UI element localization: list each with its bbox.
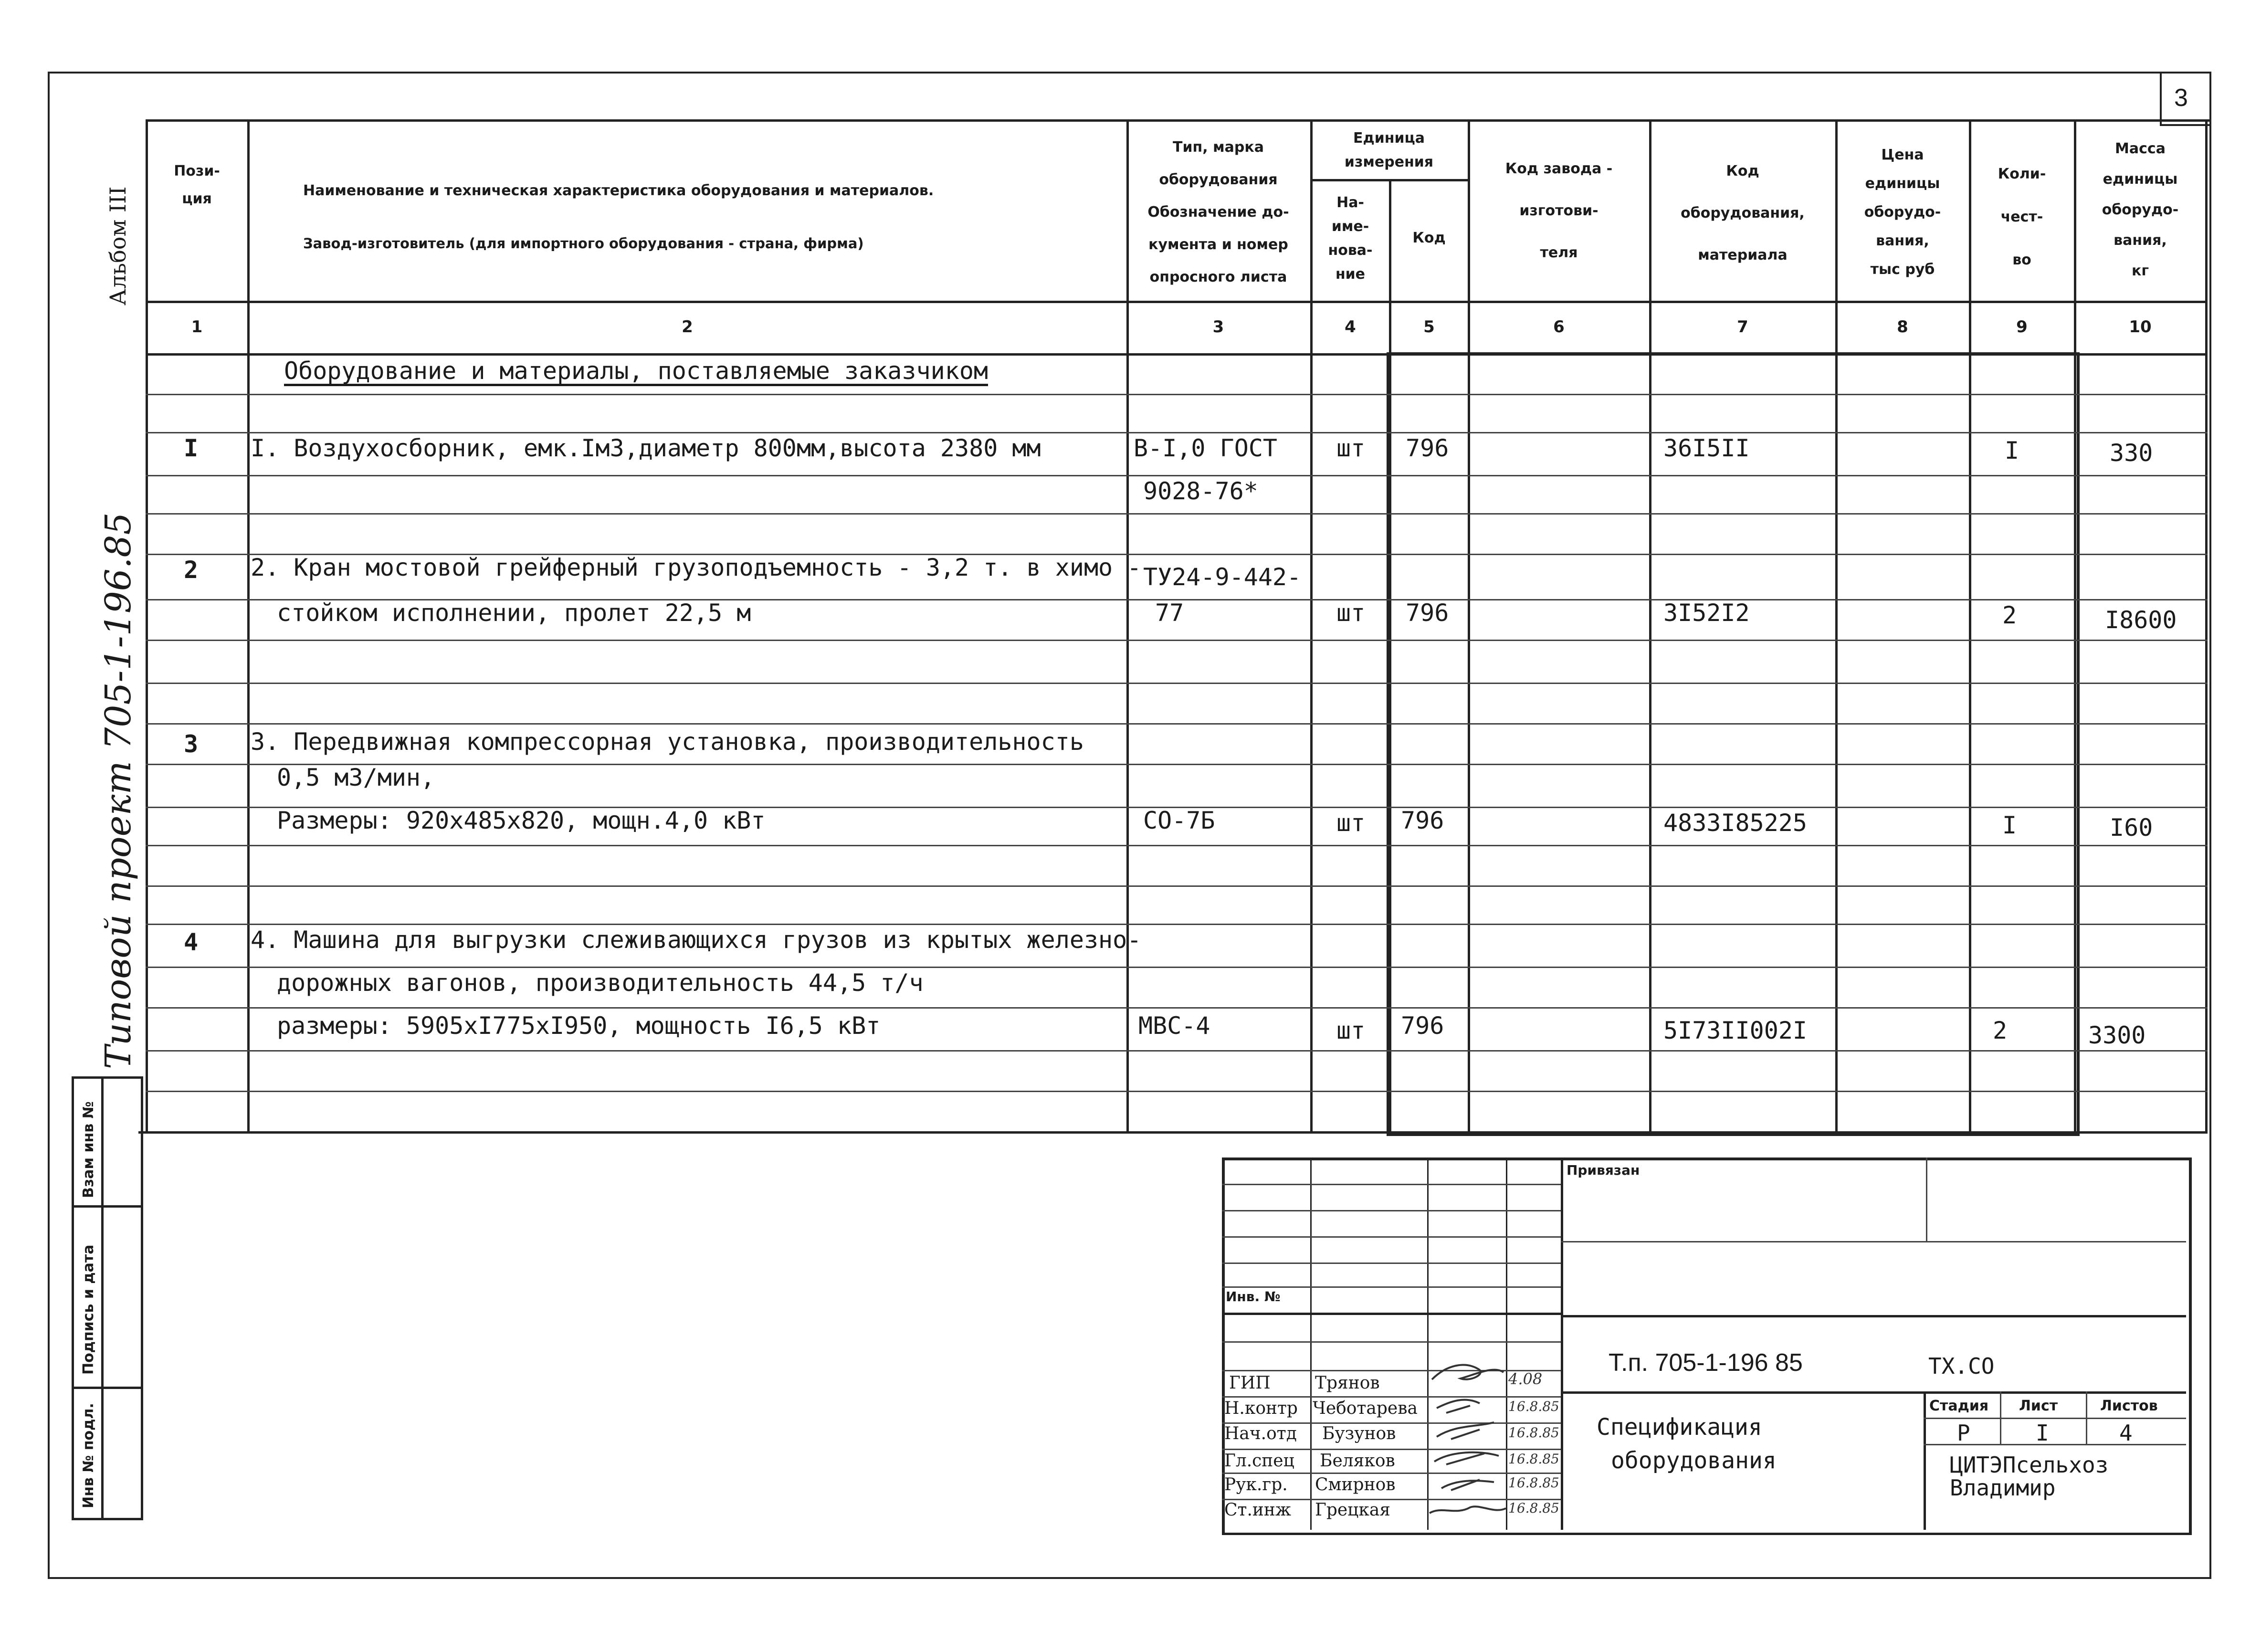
row4-mass: 3300 (2088, 1021, 2146, 1049)
row4-qty: 2 (1993, 1017, 2008, 1044)
row1-type: 9028-76* (1143, 477, 1258, 505)
header-line: изготови- (1519, 202, 1598, 219)
row2-mass: I8600 (2105, 606, 2177, 634)
colnum-10: 10 (2129, 317, 2152, 337)
tb-date: 4.08 (1508, 1370, 1543, 1388)
tb-role: Гл.спец (1224, 1451, 1294, 1471)
row-line (146, 432, 2208, 433)
row-line (146, 885, 2208, 887)
header-line: вания, (2114, 232, 2167, 249)
col-divider (2205, 119, 2208, 1131)
row1-name: I. Воздухосборник, емк.Iм3,диаметр 800мм,высота 2380 мм (251, 434, 1041, 462)
tb-name: Грецкая (1315, 1500, 1391, 1520)
tb-date: 16.8.85 (1508, 1425, 1559, 1441)
tb-sheets-label: Листов (2100, 1398, 2158, 1414)
row-line (146, 640, 2208, 641)
row2-unit-code: 796 (1406, 599, 1449, 627)
header-line: име- (1331, 218, 1369, 235)
row4-unit: шт (1336, 1017, 1366, 1044)
row3-mass: I60 (2110, 814, 2153, 842)
tb-doc-code: Т.п. 705-1-196 85 (1609, 1349, 1803, 1377)
header-equip-code (1651, 150, 1834, 276)
header-position (148, 158, 246, 213)
header-line: во (2012, 252, 2031, 268)
tb-stage-col (2086, 1391, 2087, 1444)
tb-row (1222, 1184, 1561, 1185)
header-line: тыс руб (1870, 261, 1935, 278)
tb-stage: Р (1957, 1420, 1970, 1446)
header-line: Единица (1353, 130, 1425, 147)
header-price (1838, 141, 1967, 284)
tb-divider (1561, 1157, 1563, 1530)
row2-type: 77 (1155, 599, 1184, 627)
tb-name: Бузунов (1322, 1424, 1396, 1443)
tb-inv-no: Инв. № (1226, 1289, 1281, 1305)
header-name (251, 165, 1057, 270)
row3-name: 0,5 м3/мин, (277, 764, 435, 791)
colnum-1: 1 (191, 317, 203, 337)
tb-org-line: Владимир (1950, 1475, 2056, 1501)
header-mass (2076, 134, 2204, 286)
header-line: ция (182, 190, 212, 207)
project-title: Типовой проект 705-1-196.85 (98, 512, 139, 1069)
row2-equip-code: 3I52I2 (1663, 599, 1750, 627)
tb-org (1950, 1453, 2108, 1499)
row1-mass: 330 (2110, 439, 2153, 467)
tb-code-line (1561, 1315, 2186, 1317)
header-line: кумента и номер (1148, 236, 1288, 253)
tb-doc-name (1597, 1410, 1777, 1477)
row-line (146, 764, 2208, 765)
header-line: оборудования, (1681, 205, 1805, 221)
tb-row (1222, 1449, 1561, 1450)
tb-role: Рук.гр. (1224, 1475, 1288, 1494)
colnum-3: 3 (1212, 317, 1224, 337)
side-stamp-line (72, 1205, 141, 1208)
row-line (146, 723, 2208, 725)
row2-unit: шт (1336, 599, 1366, 627)
row3-unit: шт (1336, 809, 1366, 837)
tb-sheet-label: Лист (2019, 1398, 2058, 1414)
tb-sheet: I (2036, 1420, 2049, 1446)
row3-type: СО-7Б (1143, 807, 1215, 834)
header-line: Масса (2115, 140, 2166, 157)
header-line: опросного листа (1149, 269, 1287, 285)
header-line: На- (1336, 194, 1364, 211)
colnum-4: 4 (1345, 317, 1356, 337)
header-line: Тип, марка (1173, 139, 1264, 156)
side-stamp-line (72, 1387, 141, 1389)
signature-2 (1437, 1400, 1480, 1413)
tb-row (1222, 1396, 1561, 1398)
row1-unit: шт (1336, 434, 1366, 462)
colnum-5: 5 (1423, 317, 1435, 337)
row-line (146, 1007, 2208, 1009)
side-stamp-inv-podl: Инв № подл. (80, 1403, 97, 1508)
row4-equip-code: 5I73II002I (1663, 1017, 1808, 1044)
row1-qty: I (2005, 437, 2019, 464)
row2-type: ТУ24-9-442- (1143, 563, 1302, 591)
signature-4 (1434, 1452, 1499, 1464)
album-label: Альбом III (105, 186, 131, 305)
row4-position: 4 (184, 928, 199, 956)
tb-doc-mark: ТХ.СО (1928, 1353, 1995, 1379)
header-line: Код завода - (1505, 160, 1613, 177)
row-line (146, 475, 2208, 476)
header-line: материала (1698, 247, 1788, 263)
row4-unit-code: 796 (1401, 1012, 1444, 1040)
colnum-7: 7 (1737, 317, 1748, 337)
header-line: оборудо- (1864, 204, 1941, 221)
row2-position: 2 (184, 556, 199, 584)
header-line: измерения (1344, 154, 1434, 170)
row3-unit-code: 796 (1401, 807, 1444, 834)
side-stamp-divider (101, 1076, 104, 1518)
header-line: Завод-изготовитель (для импортного оборудования - страна, фирма) (303, 235, 864, 252)
tb-row (1222, 1263, 1561, 1264)
colnum-6: 6 (1553, 317, 1565, 337)
header-line: кг (2131, 263, 2149, 279)
row-line (146, 513, 2208, 515)
row1-position: I (184, 434, 199, 462)
tb-stage-col (2000, 1391, 2001, 1444)
tb-date: 16.8.85 (1508, 1451, 1559, 1467)
tb-divider (1310, 1157, 1312, 1530)
row4-name: дорожных вагонов, производительность 44,5 т/ч (277, 969, 924, 997)
row1-type: В-I,0 ГОСТ (1134, 434, 1278, 462)
signature-1 (1432, 1365, 1504, 1379)
row1-equip-code: 36I5II (1663, 434, 1750, 462)
tb-name: Трянов (1315, 1373, 1380, 1393)
tb-row (1222, 1286, 1561, 1288)
tb-privyazan-divider (1926, 1157, 1927, 1241)
colnum-2: 2 (682, 317, 693, 337)
tb-privyazan: Привязан (1567, 1162, 1640, 1178)
header-line: единицы (2103, 171, 2178, 188)
tb-date: 16.8.85 (1508, 1500, 1559, 1516)
header-factory-code (1470, 148, 1648, 274)
row4-type: МВС-4 (1138, 1012, 1210, 1040)
tb-date: 16.8.85 (1508, 1475, 1559, 1491)
header-line: теля (1540, 244, 1578, 261)
row4-name: 4. Машина для выгрузки слеживающихся грузов из крытых железно- (251, 926, 1142, 954)
tb-stage-label: Стадия (1929, 1398, 1989, 1414)
header-line: нова- (1328, 242, 1373, 259)
header-line: Коли- (1998, 166, 2046, 182)
row2-name: стойком исполнении, пролет 22,5 м (277, 599, 751, 627)
tb-row (1222, 1473, 1561, 1474)
header-line: чест- (2000, 209, 2043, 225)
row3-name: Размеры: 920х485х820, мощн.4,0 кВт (277, 807, 766, 834)
row-line (146, 1091, 2208, 1092)
header-line: единицы (1865, 175, 1940, 192)
header-line: оборудо- (2102, 201, 2179, 218)
row-line (146, 967, 2208, 968)
header-line: Цена (1881, 147, 1924, 163)
row3-position: 3 (184, 730, 199, 758)
tb-stage-line (1924, 1418, 2186, 1419)
tb-row (1222, 1313, 1561, 1315)
header-line: Пози- (174, 163, 220, 179)
row2-name: 2. Кран мостовой грейферный грузоподъемность - 3,2 т. в химо - (251, 554, 1142, 581)
side-stamp-podpis: Подпись и дата (80, 1244, 97, 1375)
signature-5 (1441, 1480, 1494, 1490)
header-line: вания, (1876, 232, 1929, 249)
tb-doc-name-line: оборудования (1611, 1447, 1777, 1474)
header-line: ние (1335, 266, 1366, 283)
row3-name: 3. Передвижная компрессорная установка, производительность (251, 728, 1084, 756)
tb-name: Беляков (1320, 1451, 1395, 1471)
signature-6 (1430, 1506, 1506, 1513)
tb-role: Н.контр (1224, 1399, 1298, 1418)
signature-3 (1437, 1422, 1494, 1439)
tb-row (1222, 1236, 1561, 1238)
tb-stage-divider (1924, 1391, 1926, 1530)
header-type (1129, 131, 1308, 294)
row4-name: размеры: 5905хI775хI950, мощность I6,5 кВт (277, 1012, 881, 1040)
header-bottom-line (146, 301, 2208, 303)
tb-doc-name-line: Спецификация (1597, 1414, 1762, 1441)
header-qty (1971, 153, 2072, 282)
signature-scribbles (1427, 1336, 1508, 1527)
sheet-corner-number: 3 (2174, 84, 2188, 112)
row-line (146, 924, 2208, 925)
tb-name: Смирнов (1315, 1475, 1396, 1494)
row-line (146, 1050, 2208, 1052)
colnum-9: 9 (2016, 317, 2028, 337)
tb-name: Чеботарева (1313, 1399, 1418, 1418)
tb-code-bottom (1561, 1391, 2186, 1394)
row3-qty: I (2002, 811, 2017, 839)
tb-sheets: 4 (2119, 1420, 2133, 1446)
section-title: Оборудование и материалы, поставляемые заказчиком (284, 357, 989, 385)
tb-role: Ст.инж (1224, 1500, 1292, 1520)
row2-qty: 2 (2002, 601, 2017, 629)
colnum-8: 8 (1897, 317, 1908, 337)
tb-row (1222, 1210, 1561, 1211)
header-unit-group (1313, 126, 1465, 174)
row-line (146, 394, 2208, 395)
header-line: Обозначение до- (1147, 204, 1289, 221)
header-unit-name (1313, 191, 1388, 286)
row-line (146, 845, 2208, 846)
tb-date: 16.8.85 (1508, 1399, 1559, 1414)
row-line (146, 683, 2208, 684)
side-stamp-vzam: Взам инв № (80, 1101, 97, 1198)
tb-role: Нач.отд (1224, 1424, 1297, 1443)
header-line: Наименование и техническая характеристика оборудования и материалов. (303, 182, 934, 199)
header-line: Код (1726, 163, 1759, 179)
row1-unit-code: 796 (1406, 434, 1449, 462)
tb-privyazan-line (1561, 1241, 2186, 1242)
tb-role: ГИП (1229, 1373, 1271, 1393)
tb-row (1222, 1341, 1561, 1343)
row3-equip-code: 4833I85225 (1663, 809, 1808, 837)
tb-org-line: ЦИТЭПсельхоз (1950, 1452, 2109, 1478)
header-unit-code: Код (1412, 230, 1446, 246)
header-line: оборудования (1159, 171, 1278, 188)
col-divider (247, 119, 250, 1131)
